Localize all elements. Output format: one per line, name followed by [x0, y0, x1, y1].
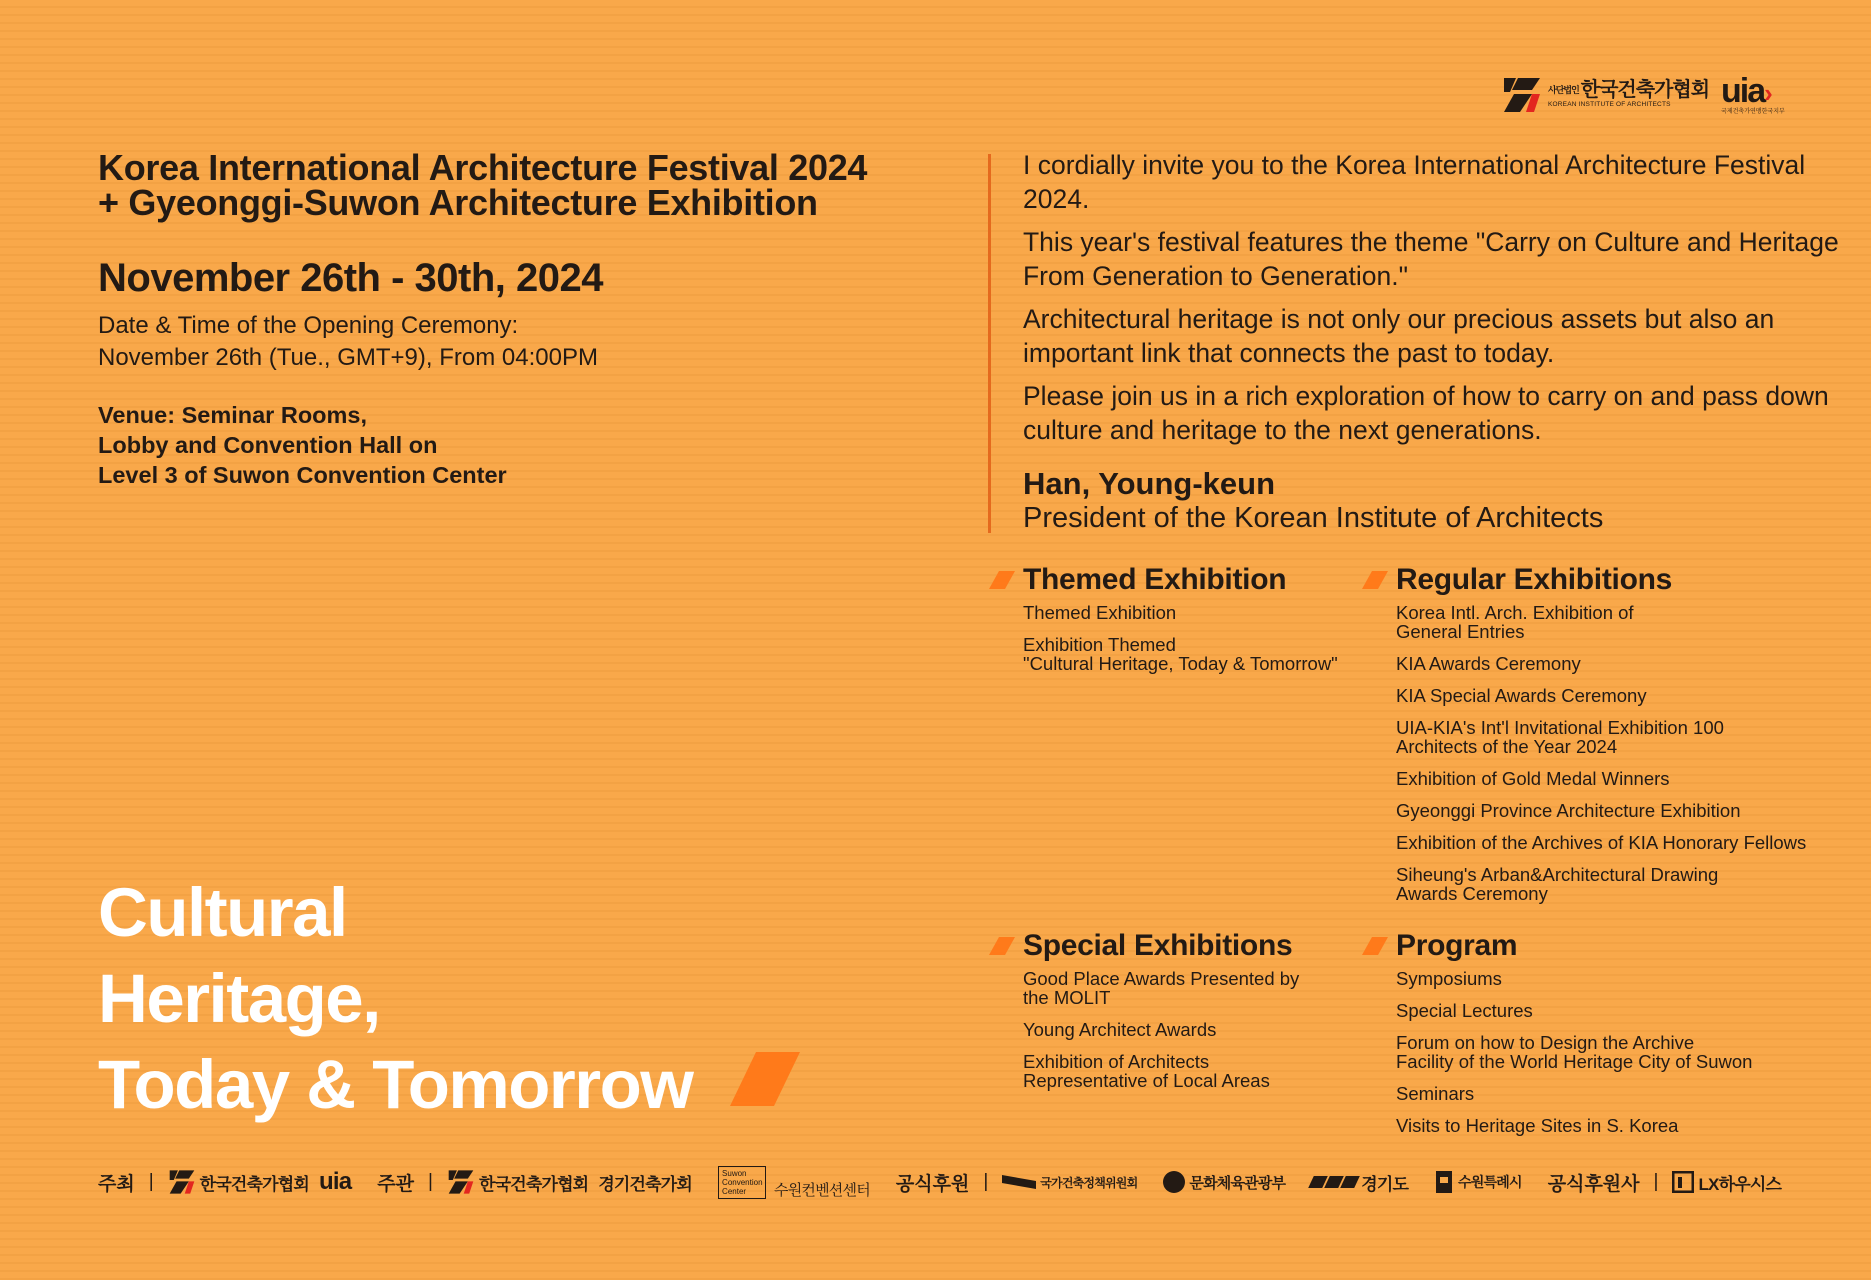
hero-slash-icon	[730, 1052, 800, 1106]
slash-icon	[1362, 937, 1388, 955]
themed-exhibition-section	[1023, 563, 1383, 686]
pcap-logo	[1002, 1174, 1137, 1191]
regular-exhibitions-section	[1396, 563, 1856, 916]
organizer-label: 주관	[377, 1173, 415, 1195]
invitation-paragraph: I cordially invite you to the Korea International Architecture Festival 2024.	[1023, 150, 1806, 214]
special-exhibitions-section	[1023, 929, 1383, 1103]
hero-line-3: Today & Tomorrow	[98, 1046, 693, 1123]
separator: |	[1653, 1171, 1659, 1192]
sponsor-label: 공식후원	[895, 1173, 970, 1195]
list-item: Exhibition of Gold Medal Winners	[1396, 768, 1670, 789]
sponsor-footer	[98, 1162, 1781, 1202]
list-item: Visits to Heritage Sites in S. Korea	[1396, 1115, 1679, 1136]
mcst-logo	[1163, 1171, 1285, 1193]
list-item: Exhibition of the Archives of KIA Honorary Fellows	[1396, 832, 1807, 853]
list-item: Korea Intl. Arch. Exhibition of	[1396, 602, 1634, 623]
list-item: Facility of the World Heritage City of Suwon	[1396, 1051, 1753, 1072]
list-item: Symposiums	[1396, 968, 1502, 989]
slash-icon	[1362, 571, 1388, 589]
signer-name: Han, Young-keun	[1023, 466, 1276, 501]
opening-ceremony	[98, 310, 598, 374]
separator: |	[983, 1171, 989, 1192]
invitation-paragraph: This year's festival features the theme "Carry on Culture and Heritage From Generation to Generation."	[1023, 227, 1839, 291]
pcap-name: 국가건축정책위원회	[1040, 1175, 1138, 1190]
kia-english-name: KOREAN INSTITUTE OF ARCHITECTS	[1548, 101, 1671, 109]
section-heading: Program	[1396, 929, 1518, 962]
list-item: the MOLIT	[1023, 987, 1111, 1008]
lx-name: LX하우시스	[1698, 1174, 1782, 1194]
kia-small-text: 사단법인	[1548, 85, 1579, 96]
separator: |	[148, 1171, 154, 1192]
host-kia-name: 한국건축가협회	[199, 1174, 310, 1194]
list-item: "Cultural Heritage, Today & Tomorrow"	[1023, 653, 1338, 674]
list-item: Themed Exhibition	[1023, 602, 1177, 623]
hero-theme	[98, 870, 692, 1128]
lx-logo	[1672, 1170, 1781, 1195]
event-title	[98, 147, 958, 223]
list-item: Representative of Local Areas	[1023, 1070, 1270, 1091]
lx-mark-icon	[1672, 1171, 1694, 1193]
list-item: Forum on how to Design the Archive	[1396, 1032, 1695, 1053]
venue	[98, 400, 507, 490]
mcst-name: 문화체육관광부	[1189, 1174, 1286, 1192]
scc-name: 수원컨벤션센터	[774, 1181, 870, 1199]
uia-logo	[1721, 74, 1785, 115]
list-item: KIA Awards Ceremony	[1396, 653, 1581, 674]
list-item: Good Place Awards Presented by	[1023, 968, 1300, 989]
invitation-paragraph: Architectural heritage is not only our precious assets but also an important link that connects the past to today.	[1023, 304, 1775, 368]
list-item: Siheung's Arban&Architectural Drawing	[1396, 864, 1719, 885]
uia-subtitle: 국제건축가연맹한국지부	[1721, 109, 1785, 115]
suwon-logo	[1434, 1169, 1522, 1195]
taegeuk-emblem-icon	[1163, 1171, 1185, 1193]
uia-arrow-icon: ›	[1764, 78, 1771, 108]
section-heading: Special Exhibitions	[1023, 929, 1293, 962]
section-heading: Themed Exhibition	[1023, 563, 1287, 596]
invitation-text	[1023, 148, 1843, 456]
header-logos	[1502, 74, 1785, 115]
slash-icon	[989, 571, 1015, 589]
kia-logo	[1502, 76, 1709, 114]
suwon-name: 수원특례시	[1458, 1174, 1522, 1190]
invitation-paragraph: Please join us in a rich exploration of how to carry on and pass down culture and heritage to the next generations.	[1023, 381, 1829, 445]
kia-korean-name: 한국건축가협회	[1580, 79, 1710, 102]
organizer-kia-name: 한국건축가협회	[478, 1174, 589, 1194]
venue-line-2: Lobby and Convention Hall on	[98, 432, 438, 458]
separator: |	[428, 1171, 433, 1192]
signer-title: President of the Korean Institute of Architects	[1023, 502, 1604, 534]
host-kia-logo	[168, 1168, 352, 1196]
slash-icon	[989, 937, 1015, 955]
pcap-mark-icon	[1002, 1175, 1036, 1189]
title-line-2: + Gyeonggi-Suwon Architecture Exhibition	[98, 182, 818, 223]
uia-word: uia	[1721, 72, 1765, 110]
vertical-divider	[988, 154, 991, 533]
venue-line-3: Level 3 of Suwon Convention Center	[98, 462, 507, 488]
list-item: Seminars	[1396, 1083, 1475, 1104]
gyeonggi-logo	[1311, 1170, 1408, 1195]
kia-mark-icon	[1502, 76, 1542, 114]
list-item: KIA Special Awards Ceremony	[1396, 685, 1647, 706]
list-item: Young Architect Awards	[1023, 1019, 1217, 1040]
list-item: Exhibition of Architects	[1023, 1051, 1210, 1072]
list-item: Exhibition Themed	[1023, 634, 1176, 655]
ceremony-label: Date & Time of the Opening Ceremony:	[98, 312, 519, 339]
kia-mark-icon	[447, 1169, 475, 1195]
scc-box: Suwon Convention Center	[718, 1166, 766, 1199]
suwon-mark-icon	[1434, 1169, 1454, 1195]
venue-line-1: Venue: Seminar Rooms,	[98, 402, 368, 428]
host-label: 주최	[98, 1173, 135, 1195]
list-item: Awards Ceremony	[1396, 883, 1548, 904]
kia-mark-icon	[168, 1169, 196, 1195]
gyeonggi-mark-icon	[1311, 1176, 1357, 1188]
organizer-logo	[447, 1169, 692, 1195]
list-item: Architects of the Year 2024	[1396, 736, 1618, 757]
company-sponsor-label: 공식후원사	[1547, 1173, 1640, 1195]
title-line-1: Korea International Architecture Festival 2024	[98, 147, 868, 188]
section-heading: Regular Exhibitions	[1396, 563, 1673, 596]
list-item: General Entries	[1396, 621, 1525, 642]
list-item: Special Lectures	[1396, 1000, 1533, 1021]
gyeonggi-name: 경기도	[1361, 1174, 1409, 1194]
list-item: UIA-KIA's Int'l Invitational Exhibition 100	[1396, 717, 1724, 738]
program-section	[1396, 929, 1856, 1148]
list-item: Gyeonggi Province Architecture Exhibition	[1396, 800, 1741, 821]
event-dates: November 26th - 30th, 2024	[98, 256, 603, 300]
scc-logo	[718, 1165, 870, 1200]
ceremony-value: November 26th (Tue., GMT+9), From 04:00PM	[98, 344, 598, 371]
organizer-gg-name: 경기건축가회	[598, 1174, 693, 1194]
hero-line-1: Cultural	[98, 874, 347, 951]
hero-line-2: Heritage,	[98, 960, 380, 1037]
host-uia-name: uia	[319, 1168, 352, 1195]
